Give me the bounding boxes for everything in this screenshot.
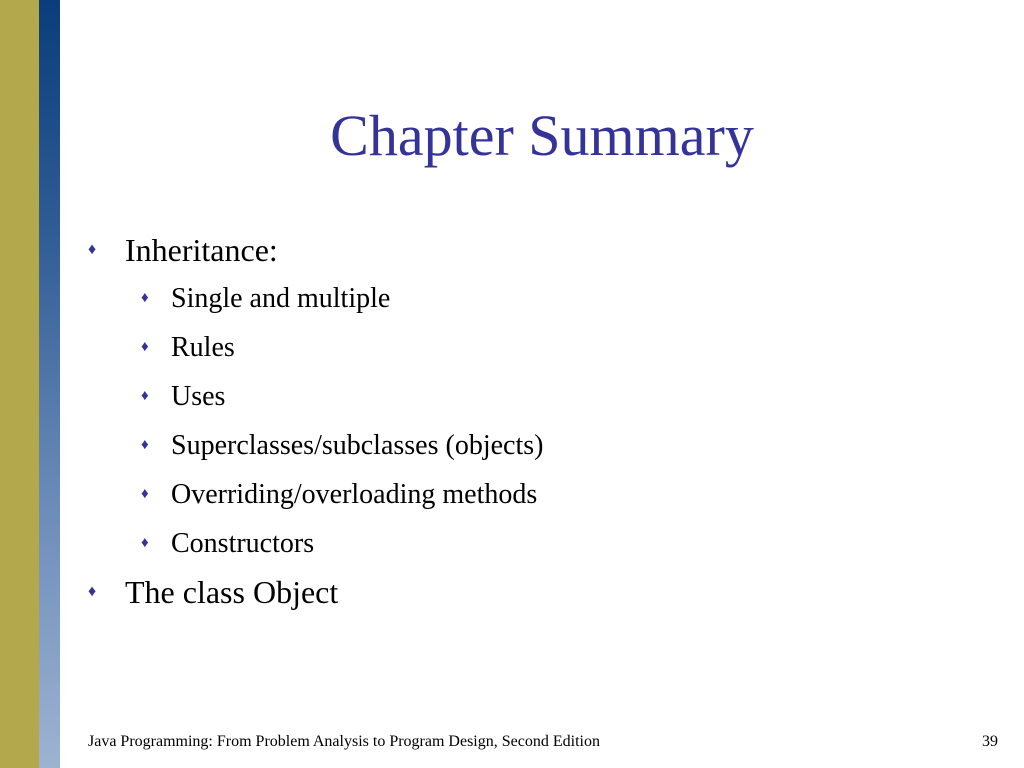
- page-number: 39: [982, 733, 998, 750]
- sub-bullet-item-uses: [88, 372, 988, 421]
- sub-bullet-item-superclasses: [88, 421, 988, 470]
- bullet-label: Inheritance:: [125, 232, 278, 268]
- sub-bullet-item-constructors: [88, 519, 988, 568]
- diamond-bullet-icon: ♦: [88, 241, 97, 258]
- left-blue-stripe: [39, 0, 60, 768]
- diamond-bullet-icon: ♦: [141, 437, 149, 453]
- bullet-label: Overriding/overloading methods: [171, 479, 538, 510]
- diamond-bullet-icon: ♦: [88, 583, 97, 600]
- bullet-label: Single and multiple: [171, 283, 391, 314]
- bullet-label: Rules: [171, 332, 235, 363]
- diamond-bullet-icon: ♦: [141, 290, 149, 306]
- sub-bullet-item-single-multiple: [88, 274, 988, 323]
- diamond-bullet-icon: ♦: [141, 388, 149, 404]
- sub-bullet-item-overriding: [88, 470, 988, 519]
- bullet-label: Uses: [171, 381, 226, 412]
- footer-book-title: Java Programming: From Problem Analysis to Program Design, Second Edition: [88, 733, 600, 750]
- bullet-list: [88, 226, 988, 616]
- diamond-bullet-icon: ♦: [141, 486, 149, 502]
- left-olive-stripe: [0, 0, 39, 768]
- diamond-bullet-icon: ♦: [141, 535, 149, 551]
- bullet-item-inheritance: [88, 226, 988, 274]
- bullet-label: Superclasses/subclasses (objects): [171, 430, 544, 461]
- bullet-label: The class Object: [125, 574, 339, 610]
- bullet-label: Constructors: [171, 528, 315, 559]
- sub-bullet-item-rules: [88, 323, 988, 372]
- slide-title: Chapter Summary: [330, 103, 754, 168]
- diamond-bullet-icon: ♦: [141, 339, 149, 355]
- bullet-item-class-object: [88, 568, 988, 616]
